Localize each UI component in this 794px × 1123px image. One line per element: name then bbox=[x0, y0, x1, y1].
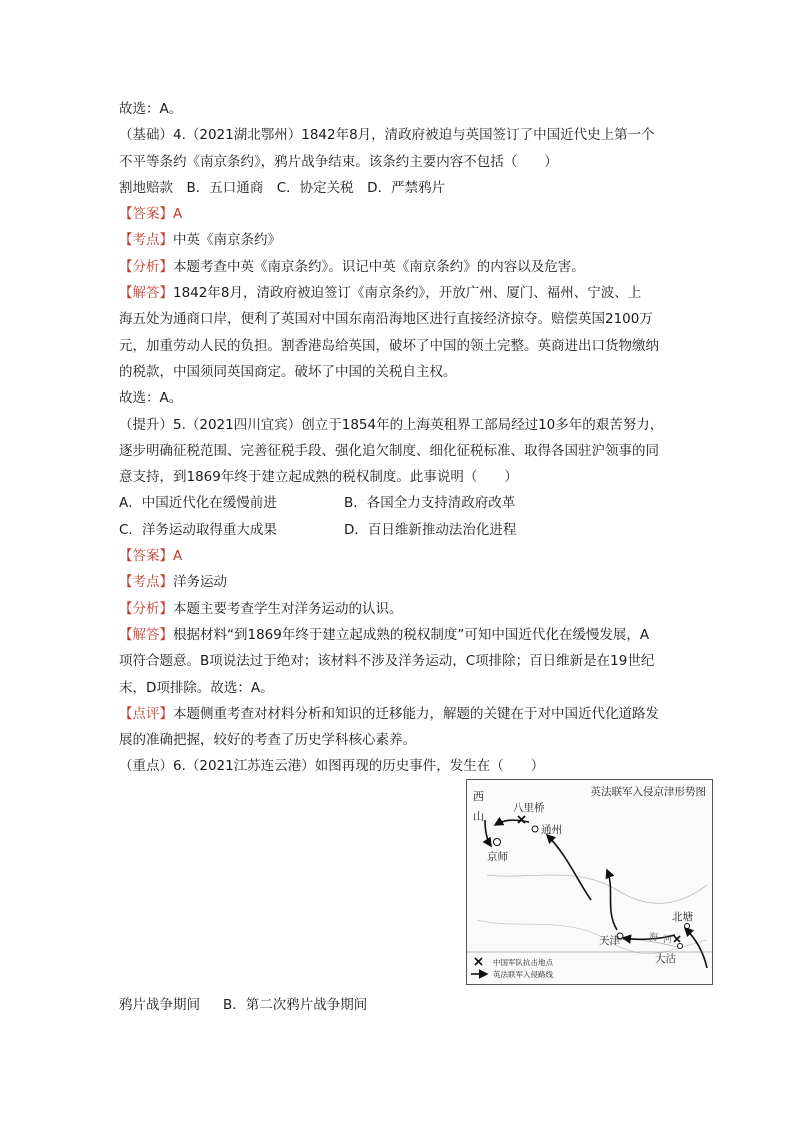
analysis-line bbox=[119, 596, 689, 622]
legend-route-label: 英法联军入侵路线 bbox=[493, 970, 553, 979]
analysis-text: 本题主要考查学生对洋务运动的认识。 bbox=[173, 600, 403, 617]
topic-line bbox=[119, 227, 689, 253]
route-path bbox=[685, 928, 707, 968]
question-5-stem-cont: 逐步明确征税范围、完善征税手段、强化追欠制度、细化征税标准、取得各国驻沪领事的同 bbox=[119, 442, 659, 459]
question-5-stem: （提升）5.（2021四川宜宾）创立于1854年的上海英租界工部局经过10多年的艰苦努力， bbox=[119, 416, 664, 433]
option-c: C．洋务运动取得重大成果 bbox=[119, 521, 277, 538]
label-river-1: 海 bbox=[649, 933, 659, 943]
jingshi-marker bbox=[494, 839, 501, 846]
text-line: 故选：A。 bbox=[119, 390, 183, 407]
document-body bbox=[119, 96, 689, 780]
analysis-line bbox=[119, 254, 689, 280]
option-a: A．中国近代化在缓慢前进 bbox=[119, 495, 277, 512]
dagu-marker bbox=[678, 944, 683, 949]
comment-line bbox=[119, 701, 689, 727]
answer-line bbox=[119, 201, 689, 227]
solution-text: 根据材料“到1869年终于建立起成熟的税权制度”可知中国近代化在缓慢发展，A bbox=[173, 626, 650, 643]
text-line: 海五处为通商口岸，便利了英国对中国东南沿海地区进行直接经济掠夺。赔偿英国2100万 bbox=[119, 311, 653, 328]
label-baliqiao: 八里桥 bbox=[513, 802, 545, 814]
tongzhou-marker bbox=[532, 826, 538, 832]
analysis-text: 本题考查中英《南京条约》。识记中英《南京条约》的内容以及危害。 bbox=[173, 258, 585, 275]
answer-line bbox=[119, 543, 689, 569]
battle-mark-dagu bbox=[674, 936, 680, 942]
text-line: 展的准确把握，较好的考查了历史学科核心素养。 bbox=[119, 732, 416, 749]
comment-text: 本题侧重考查对材料分析和知识的迁移能力，解题的关键在于对中国近代化道路发 bbox=[173, 705, 659, 722]
topic-line bbox=[119, 569, 689, 595]
text-line: 的税款，中国须同英国商定。破坏了中国的关税自主权。 bbox=[119, 363, 457, 380]
text-line: 项符合题意。B项说法过于绝对；该材料不涉及洋务运动，C项排除；百日维新是在19世纪 bbox=[119, 653, 655, 670]
legend-battle-icon bbox=[475, 958, 482, 965]
legend-battle-label: 中国军队抗击地点 bbox=[493, 958, 553, 967]
option-b: B．各国全力支持清政府改革 bbox=[344, 495, 516, 512]
question-6-stem: （重点）6.（2021江苏连云港）如图再现的历史事件，发生在（ ） bbox=[119, 758, 545, 775]
option-d: D．百日维新推动法治化进程 bbox=[344, 521, 517, 538]
invasion-map bbox=[466, 779, 713, 985]
route-path bbox=[547, 835, 591, 900]
label-tongzhou: 通州 bbox=[541, 824, 562, 836]
option-b-text: B．第二次鸦片战争期间 bbox=[223, 997, 368, 1013]
battle-mark-baliqiao bbox=[518, 816, 525, 823]
label-tianjin: 天津 bbox=[599, 935, 620, 947]
analysis-tag: 【分析】 bbox=[119, 600, 173, 617]
topic-tag: 【考点】 bbox=[119, 574, 173, 591]
label-xishan-2: 山 bbox=[473, 810, 484, 823]
question-4-stem: （基础）4.（2021湖北鄂州）1842年8月，清政府被迫与英国签订了中国近代史上第一个 bbox=[119, 127, 655, 144]
question-6-options bbox=[119, 992, 367, 1018]
option-row bbox=[119, 490, 689, 516]
route-path bbox=[485, 820, 491, 846]
label-beitang: 北塘 bbox=[672, 911, 693, 923]
question-4-options: 割地赔款 B．五口通商 C．协定关税 D．严禁鸦片 bbox=[119, 179, 446, 196]
analysis-tag: 【分析】 bbox=[119, 258, 173, 275]
solution-line bbox=[119, 280, 689, 306]
option-a-text: 鸦片战争期间 bbox=[119, 997, 200, 1013]
label-dagu: 大沽 bbox=[655, 953, 676, 965]
topic-tag: 【考点】 bbox=[119, 232, 173, 249]
beitang-marker bbox=[685, 924, 690, 929]
solution-tag: 【解答】 bbox=[119, 285, 173, 302]
text-line: 故选：A。 bbox=[119, 101, 183, 117]
topic-value: 洋务运动 bbox=[173, 574, 227, 591]
text-line: 元，加重劳动人民的负担。割香港岛给英国，破坏了中国的领土完整。英商进出口货物缴纳 bbox=[119, 337, 659, 354]
option-row bbox=[119, 517, 689, 543]
question-4-stem-cont: 不平等条约《南京条约》，鸦片战争结束。该条约主要内容不包括（ ） bbox=[119, 153, 558, 170]
question-5-stem-cont: 意支持，到1869年终于建立起成熟的税权制度。此事说明（ ） bbox=[119, 469, 518, 486]
answer-tag: 【答案】 bbox=[119, 206, 173, 223]
text-line: 末，D项排除。故选：A。 bbox=[119, 679, 274, 696]
answer-value: A bbox=[173, 206, 183, 223]
route-path bbox=[607, 870, 617, 930]
label-xishan-1: 西 bbox=[473, 790, 484, 803]
solution-text: 1842年8月，清政府被迫签订《南京条约》，开放广州、厦门、福州、宁波、上 bbox=[173, 285, 642, 302]
label-river-2: 河 bbox=[663, 935, 673, 945]
topic-value: 中英《南京条约》 bbox=[173, 232, 281, 249]
answer-value: A bbox=[173, 548, 183, 565]
terrain-line bbox=[477, 920, 707, 954]
map-title: 英法联军入侵京津形势图 bbox=[590, 786, 706, 798]
answer-tag: 【答案】 bbox=[119, 548, 173, 565]
solution-tag: 【解答】 bbox=[119, 626, 173, 643]
terrain-line bbox=[487, 875, 707, 903]
map-graphic bbox=[467, 780, 712, 984]
comment-tag: 【点评】 bbox=[119, 705, 173, 722]
solution-line bbox=[119, 622, 689, 648]
label-jingshi: 京师 bbox=[487, 851, 508, 863]
